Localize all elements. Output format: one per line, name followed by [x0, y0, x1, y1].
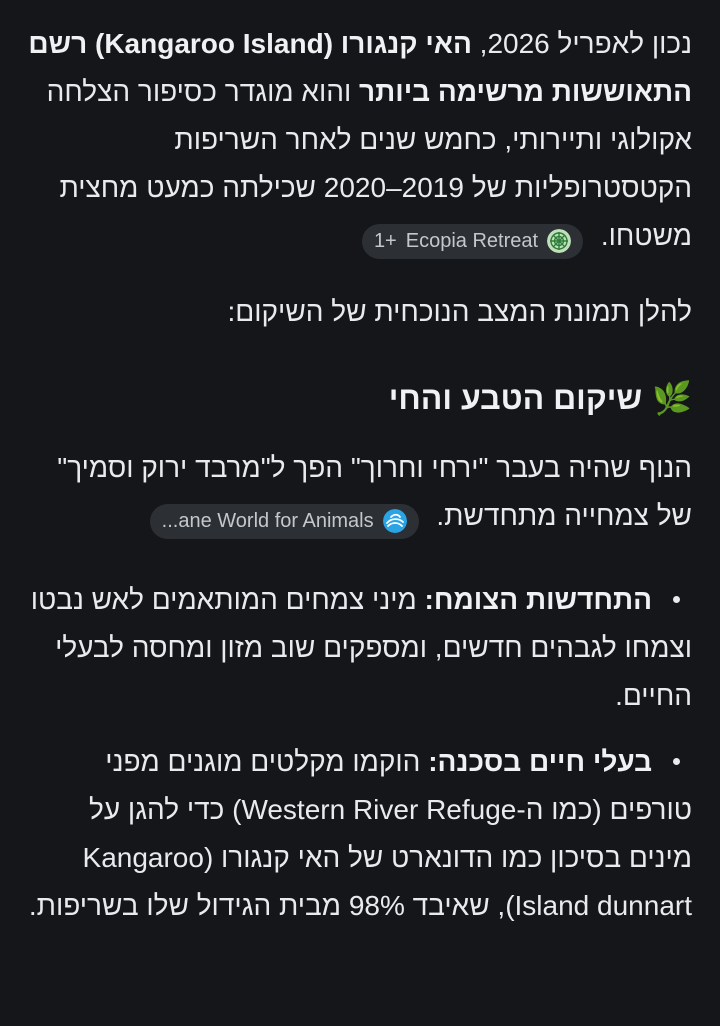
intro-text-bold: האי קנגורו (Kangaroo Island) רשם התאוששות מרשימה ביותר	[28, 28, 692, 107]
bullet-text: הוקמו מקלטים מוגנים מפני טורפים (כמו ה-Western River Refuge) כדי להגן על מינים בסיכון כמו הדונארט של האי קנגורו (Kangaroo Island dunnart), שאיבד 98% מבית הגידול שלו בשריפות.	[28, 746, 692, 921]
landscape-text-last: מתחדשת.	[436, 500, 557, 531]
bullet-vegetation-renewal	[28, 576, 692, 720]
citation-source-name: Ecopia Retreat	[405, 229, 539, 252]
bullet-text: מיני צמחים המותאמים לאש נבטו וצמחו לגבהים חדשים, ומספקים שוב מזון ומחסה לבעלי החיים.	[30, 584, 692, 711]
citation-count-badge: 1+	[373, 229, 397, 252]
landscape-paragraph	[28, 444, 692, 540]
citation-source-name: ...ane World for Animals	[161, 509, 374, 532]
bullet-endangered-animals	[28, 738, 692, 930]
citation-chip-ecopia-retreat[interactable]	[362, 224, 583, 259]
landscape-text: הנוף שהיה בעבר "ירחי וחרוך" הפך ל"מרבד ירוק וסמיך" של צמחייה	[57, 452, 692, 531]
herb-emoji-icon: 🌿	[652, 380, 692, 416]
intro-text-start: נכון לאפריל 2026,	[471, 28, 692, 59]
intro-text-end: והוא מוגדר כסיפור הצלחה אקולוגי ותיירותי, כחמש שנים לאחר השריפות הקטסטרופליות של 2019–2020 שכילתה כמעט מחצית משטחו.	[46, 76, 692, 251]
lead-line: להלן תמונת המצב הנוכחית של השיקום:	[227, 296, 692, 327]
bullet-term: בעלי חיים בסכנה:	[428, 746, 652, 777]
intro-paragraph	[28, 20, 692, 260]
bullet-dot-icon	[673, 758, 680, 765]
leaf-favicon	[547, 229, 571, 253]
section-heading-text: שיקום הטבע והחי	[388, 380, 643, 416]
bullet-term: התחדשות הצומח:	[424, 584, 652, 615]
recovery-bullet-list	[28, 576, 692, 930]
bullet-dot-icon	[673, 596, 680, 603]
section-heading	[28, 376, 692, 420]
citation-chip-world-for-animals[interactable]	[150, 504, 419, 539]
globe-favicon	[383, 509, 407, 533]
